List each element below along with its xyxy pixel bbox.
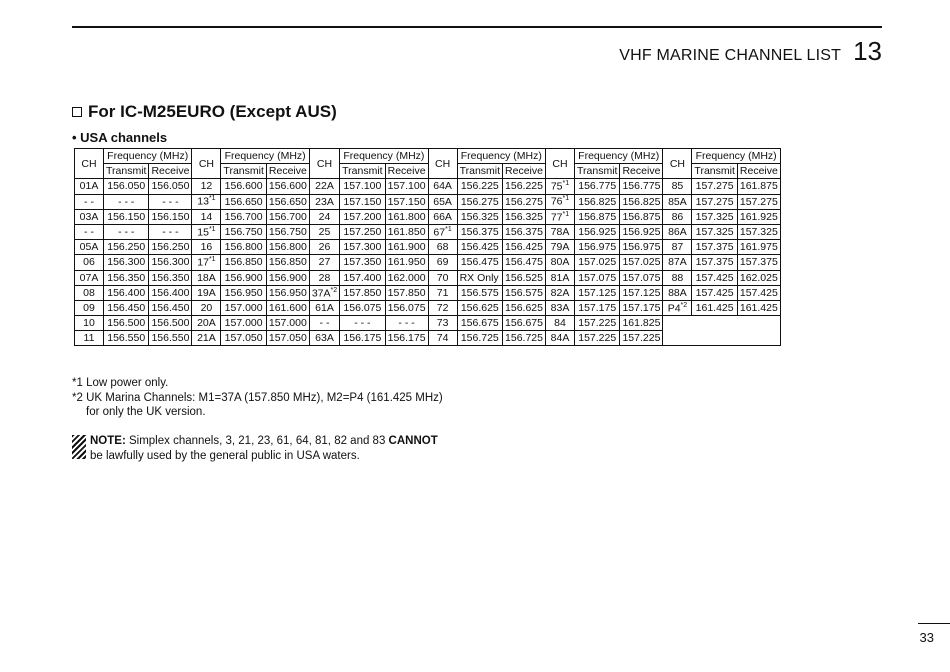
channel-cell: 77$^{*1}$ [546, 209, 575, 224]
frequency-cell: 156.225 [503, 179, 546, 194]
frequency-cell: 156.375 [457, 224, 502, 239]
channel-cell: 84A [546, 331, 575, 346]
channel-cell: 07A [75, 270, 104, 285]
frequency-cell: 156.975 [575, 240, 620, 255]
frequency-cell: 157.225 [620, 331, 663, 346]
frequency-header: Frequency (MHz) [104, 149, 192, 164]
frequency-cell: - - - [385, 316, 428, 331]
frequency-cell: 157.375 [737, 255, 780, 270]
channel-cell: 20A [192, 316, 221, 331]
frequency-cell: 156.425 [457, 240, 502, 255]
frequency-cell: 156.350 [149, 270, 192, 285]
channel-cell: 27 [309, 255, 339, 270]
frequency-cell: - - - [104, 224, 149, 239]
channel-cell: 83A [546, 300, 575, 315]
frequency-cell: 161.825 [620, 316, 663, 331]
note-label: NOTE: [90, 435, 126, 447]
channel-cell: 75$^{*1}$ [546, 179, 575, 194]
frequency-cell: 156.350 [104, 270, 149, 285]
channel-cell: 87A [663, 255, 692, 270]
ch-header: CH [546, 149, 575, 179]
frequency-cell: 156.950 [266, 285, 309, 300]
checkbox-square-icon [72, 107, 82, 117]
chapter-number: 13 [853, 36, 882, 66]
frequency-cell: 156.325 [457, 209, 502, 224]
frequency-cell: 157.275 [692, 194, 737, 209]
frequency-cell: 156.575 [503, 285, 546, 300]
frequency-cell: 156.400 [104, 285, 149, 300]
frequency-cell: 157.375 [692, 255, 737, 270]
channel-cell: 05A [75, 240, 104, 255]
channel-cell: 79A [546, 240, 575, 255]
frequency-cell: 157.425 [692, 285, 737, 300]
frequency-cell: 157.425 [692, 270, 737, 285]
channel-cell: 70 [428, 270, 457, 285]
channel-cell: 86 [663, 209, 692, 224]
footnote-2-cont: for only the UK version. [86, 406, 206, 418]
frequency-cell: 156.600 [221, 179, 266, 194]
table-row [75, 194, 781, 209]
note-text [90, 434, 438, 463]
table-row [75, 285, 781, 300]
channel-cell: 03A [75, 209, 104, 224]
frequency-cell: 156.400 [149, 285, 192, 300]
frequency-cell: 156.750 [266, 224, 309, 239]
footnote-1: *1 Low power only. [72, 377, 169, 389]
frequency-cell: 156.675 [503, 316, 546, 331]
frequency-cell: 156.625 [503, 300, 546, 315]
frequency-cell: 156.850 [266, 255, 309, 270]
note-text-2: be lawfully used by the general public in USA waters. [90, 449, 360, 462]
frequency-cell: 161.800 [385, 209, 428, 224]
receive-header: Receive [385, 164, 428, 179]
receive-header: Receive [503, 164, 546, 179]
frequency-cell: 156.175 [340, 331, 385, 346]
channel-cell: 66A [428, 209, 457, 224]
frequency-cell: 156.475 [503, 255, 546, 270]
channel-cell: 64A [428, 179, 457, 194]
channel-cell: 19A [192, 285, 221, 300]
channel-cell: 88A [663, 285, 692, 300]
channel-cell: 15$^{*1}$ [192, 224, 221, 239]
channel-cell: 10 [75, 316, 104, 331]
frequency-cell: 157.100 [340, 179, 385, 194]
transmit-header: Transmit [575, 164, 620, 179]
frequency-cell: 157.125 [620, 285, 663, 300]
frequency-cell: 157.350 [340, 255, 385, 270]
frequency-cell: 156.550 [104, 331, 149, 346]
frequency-cell: 156.050 [104, 179, 149, 194]
channel-cell: 88 [663, 270, 692, 285]
channel-cell: 25 [309, 224, 339, 239]
frequency-cell: 156.075 [385, 300, 428, 315]
channel-cell: 01A [75, 179, 104, 194]
channel-cell: 63A [309, 331, 339, 346]
table-row [75, 240, 781, 255]
frequency-cell: 161.600 [266, 300, 309, 315]
channel-cell: 65A [428, 194, 457, 209]
page-header [619, 36, 882, 67]
section-title [72, 102, 337, 122]
frequency-cell: 157.175 [575, 300, 620, 315]
channel-cell: 17$^{*1}$ [192, 255, 221, 270]
frequency-cell: 156.675 [457, 316, 502, 331]
frequency-cell: 161.850 [385, 224, 428, 239]
frequency-cell: 157.300 [340, 240, 385, 255]
frequency-cell: 156.800 [266, 240, 309, 255]
frequency-header: Frequency (MHz) [692, 149, 780, 164]
frequency-cell: 156.550 [149, 331, 192, 346]
empty-cell [663, 316, 780, 331]
channel-cell: 23A [309, 194, 339, 209]
frequency-cell: 157.250 [340, 224, 385, 239]
frequency-cell: 156.800 [221, 240, 266, 255]
frequency-cell: 157.000 [221, 300, 266, 315]
channel-cell: 09 [75, 300, 104, 315]
frequency-cell: 156.250 [104, 240, 149, 255]
header-title: VHF MARINE CHANNEL LIST [619, 47, 842, 64]
channel-cell: 73 [428, 316, 457, 331]
channel-cell: 28 [309, 270, 339, 285]
frequency-cell: 156.825 [620, 194, 663, 209]
frequency-header: Frequency (MHz) [221, 149, 309, 164]
transmit-header: Transmit [457, 164, 502, 179]
channel-cell: 12 [192, 179, 221, 194]
ch-header: CH [75, 149, 104, 179]
frequency-cell: 161.425 [737, 300, 780, 315]
table-row [75, 270, 781, 285]
frequency-cell: 156.450 [149, 300, 192, 315]
ch-header: CH [428, 149, 457, 179]
frequency-cell: 157.225 [575, 316, 620, 331]
frequency-header: Frequency (MHz) [457, 149, 545, 164]
frequency-cell: 156.300 [149, 255, 192, 270]
top-rule [72, 26, 882, 28]
frequency-cell: 156.075 [340, 300, 385, 315]
frequency-cell: 156.250 [149, 240, 192, 255]
frequency-cell: 156.725 [457, 331, 502, 346]
frequency-cell: 162.000 [385, 270, 428, 285]
frequency-cell: 156.775 [575, 179, 620, 194]
frequency-cell: 157.275 [692, 179, 737, 194]
subsection-title: • USA channels [72, 130, 168, 145]
table-row [75, 300, 781, 315]
frequency-cell: 156.775 [620, 179, 663, 194]
frequency-cell: 157.850 [340, 285, 385, 300]
frequency-cell: 157.050 [221, 331, 266, 346]
frequency-cell: 156.450 [104, 300, 149, 315]
frequency-cell: 156.950 [221, 285, 266, 300]
channel-cell: 20 [192, 300, 221, 315]
frequency-cell: 157.275 [737, 194, 780, 209]
frequency-cell: 157.225 [575, 331, 620, 346]
frequency-cell: 156.650 [266, 194, 309, 209]
channel-cell: 26 [309, 240, 339, 255]
frequency-cell: - - - [340, 316, 385, 331]
frequency-cell: 156.225 [457, 179, 502, 194]
channel-cell: 80A [546, 255, 575, 270]
frequency-cell: 157.325 [692, 209, 737, 224]
frequency-cell: 156.900 [266, 270, 309, 285]
channel-cell: 13$^{*1}$ [192, 194, 221, 209]
frequency-cell: 156.275 [503, 194, 546, 209]
frequency-cell: 156.575 [457, 285, 502, 300]
channel-cell: 68 [428, 240, 457, 255]
frequency-cell: 156.150 [149, 209, 192, 224]
frequency-cell: 156.475 [457, 255, 502, 270]
frequency-cell: 161.925 [737, 209, 780, 224]
frequency-cell: 157.025 [575, 255, 620, 270]
table-row [75, 316, 781, 331]
frequency-cell: 157.075 [620, 270, 663, 285]
channel-cell: 08 [75, 285, 104, 300]
channel-cell: 84 [546, 316, 575, 331]
transmit-header: Transmit [104, 164, 149, 179]
channel-cell: 71 [428, 285, 457, 300]
frequency-cell: 161.950 [385, 255, 428, 270]
table-row [75, 255, 781, 270]
receive-header: Receive [620, 164, 663, 179]
frequency-cell: 161.975 [737, 240, 780, 255]
frequency-cell: 156.300 [104, 255, 149, 270]
footnotes [72, 376, 443, 420]
table-body [75, 179, 781, 346]
frequency-cell: 157.100 [385, 179, 428, 194]
channel-cell: 11 [75, 331, 104, 346]
frequency-cell: 157.850 [385, 285, 428, 300]
channel-table [74, 148, 781, 346]
channel-cell: 14 [192, 209, 221, 224]
ch-header: CH [309, 149, 339, 179]
note-hatch-icon [72, 435, 86, 459]
frequency-cell: 157.025 [620, 255, 663, 270]
note-cannot: CANNOT [388, 435, 438, 447]
channel-cell: 22A [309, 179, 339, 194]
frequency-cell: 156.700 [266, 209, 309, 224]
frequency-cell: 156.275 [457, 194, 502, 209]
table-row [75, 209, 781, 224]
frequency-cell: 156.375 [503, 224, 546, 239]
frequency-cell: 157.400 [340, 270, 385, 285]
frequency-cell: 156.600 [266, 179, 309, 194]
frequency-cell: 156.925 [575, 224, 620, 239]
receive-header: Receive [737, 164, 780, 179]
transmit-header: Transmit [692, 164, 737, 179]
ch-header: CH [663, 149, 692, 179]
channel-cell: 87 [663, 240, 692, 255]
channel-cell: 61A [309, 300, 339, 315]
channel-cell: 24 [309, 209, 339, 224]
section-title-text: For IC-M25EURO (Except AUS) [88, 102, 337, 121]
channel-cell: 82A [546, 285, 575, 300]
frequency-header: Frequency (MHz) [575, 149, 663, 164]
frequency-cell: 156.500 [149, 316, 192, 331]
frequency-cell: 161.425 [692, 300, 737, 315]
frequency-cell: 161.875 [737, 179, 780, 194]
channel-cell: $37A^{*2}$ [309, 285, 339, 300]
frequency-cell: 156.525 [503, 270, 546, 285]
channel-cell: 69 [428, 255, 457, 270]
channel-cell: P4$^{*2}$ [663, 300, 692, 315]
frequency-cell: 156.825 [575, 194, 620, 209]
frequency-cell: 156.875 [575, 209, 620, 224]
frequency-cell: 157.000 [221, 316, 266, 331]
receive-header: Receive [149, 164, 192, 179]
frequency-header: Frequency (MHz) [340, 149, 428, 164]
frequency-cell: - - - [149, 224, 192, 239]
channel-cell: 18A [192, 270, 221, 285]
frequency-cell: 156.725 [503, 331, 546, 346]
frequency-cell: 157.425 [737, 285, 780, 300]
frequency-cell: 162.025 [737, 270, 780, 285]
table-row [75, 331, 781, 346]
transmit-header: Transmit [221, 164, 266, 179]
channel-cell: 86A [663, 224, 692, 239]
channel-cell: 16 [192, 240, 221, 255]
footnote-2: *2 UK Marina Channels: M1=37A (157.850 MHz), M2=P4 (161.425 MHz) [72, 391, 443, 404]
note-text-1: Simplex channels, 3, 21, 23, 61, 64, 81, 82 and 83 [125, 435, 389, 447]
frequency-cell: 156.050 [149, 179, 192, 194]
frequency-cell: 156.175 [385, 331, 428, 346]
frequency-cell: 157.000 [266, 316, 309, 331]
frequency-cell: 156.425 [503, 240, 546, 255]
frequency-cell: 157.325 [737, 224, 780, 239]
frequency-cell: 157.175 [620, 300, 663, 315]
channel-cell: 76$^{*1}$ [546, 194, 575, 209]
frequency-cell: 157.075 [575, 270, 620, 285]
page-number: 33 [919, 630, 934, 645]
channel-cell: - - [309, 316, 339, 331]
frequency-cell: 156.900 [221, 270, 266, 285]
frequency-cell: 156.925 [620, 224, 663, 239]
frequency-cell: 157.150 [385, 194, 428, 209]
frequency-cell: 156.650 [221, 194, 266, 209]
frequency-cell: 157.125 [575, 285, 620, 300]
frequency-cell: 156.500 [104, 316, 149, 331]
channel-cell: 67$^{*1}$ [428, 224, 457, 239]
frequency-cell: 156.150 [104, 209, 149, 224]
channel-cell: 81A [546, 270, 575, 285]
transmit-header: Transmit [340, 164, 385, 179]
table-header-row [75, 149, 781, 164]
receive-header: Receive [266, 164, 309, 179]
channel-cell: 06 [75, 255, 104, 270]
channel-cell: 78A [546, 224, 575, 239]
footer-rule [918, 623, 950, 624]
frequency-cell: 156.700 [221, 209, 266, 224]
table-row [75, 179, 781, 194]
channel-cell: 85 [663, 179, 692, 194]
frequency-cell: 156.750 [221, 224, 266, 239]
frequency-cell: 156.975 [620, 240, 663, 255]
frequency-cell: RX Only [457, 270, 502, 285]
frequency-cell: 156.625 [457, 300, 502, 315]
channel-cell: 21A [192, 331, 221, 346]
frequency-cell: 156.850 [221, 255, 266, 270]
empty-cell [663, 331, 780, 346]
frequency-cell: 157.200 [340, 209, 385, 224]
channel-cell: - - [75, 224, 104, 239]
frequency-cell: - - - [104, 194, 149, 209]
frequency-cell: 156.325 [503, 209, 546, 224]
note-block [72, 434, 438, 463]
channel-cell: 72 [428, 300, 457, 315]
channel-cell: - - [75, 194, 104, 209]
frequency-cell: 157.150 [340, 194, 385, 209]
table-row [75, 224, 781, 239]
frequency-cell: - - - [149, 194, 192, 209]
ch-header: CH [192, 149, 221, 179]
frequency-cell: 157.375 [692, 240, 737, 255]
frequency-cell: 161.900 [385, 240, 428, 255]
frequency-cell: 156.875 [620, 209, 663, 224]
frequency-cell: 157.325 [692, 224, 737, 239]
channel-cell: 85A [663, 194, 692, 209]
channel-cell: 74 [428, 331, 457, 346]
frequency-cell: 157.050 [266, 331, 309, 346]
